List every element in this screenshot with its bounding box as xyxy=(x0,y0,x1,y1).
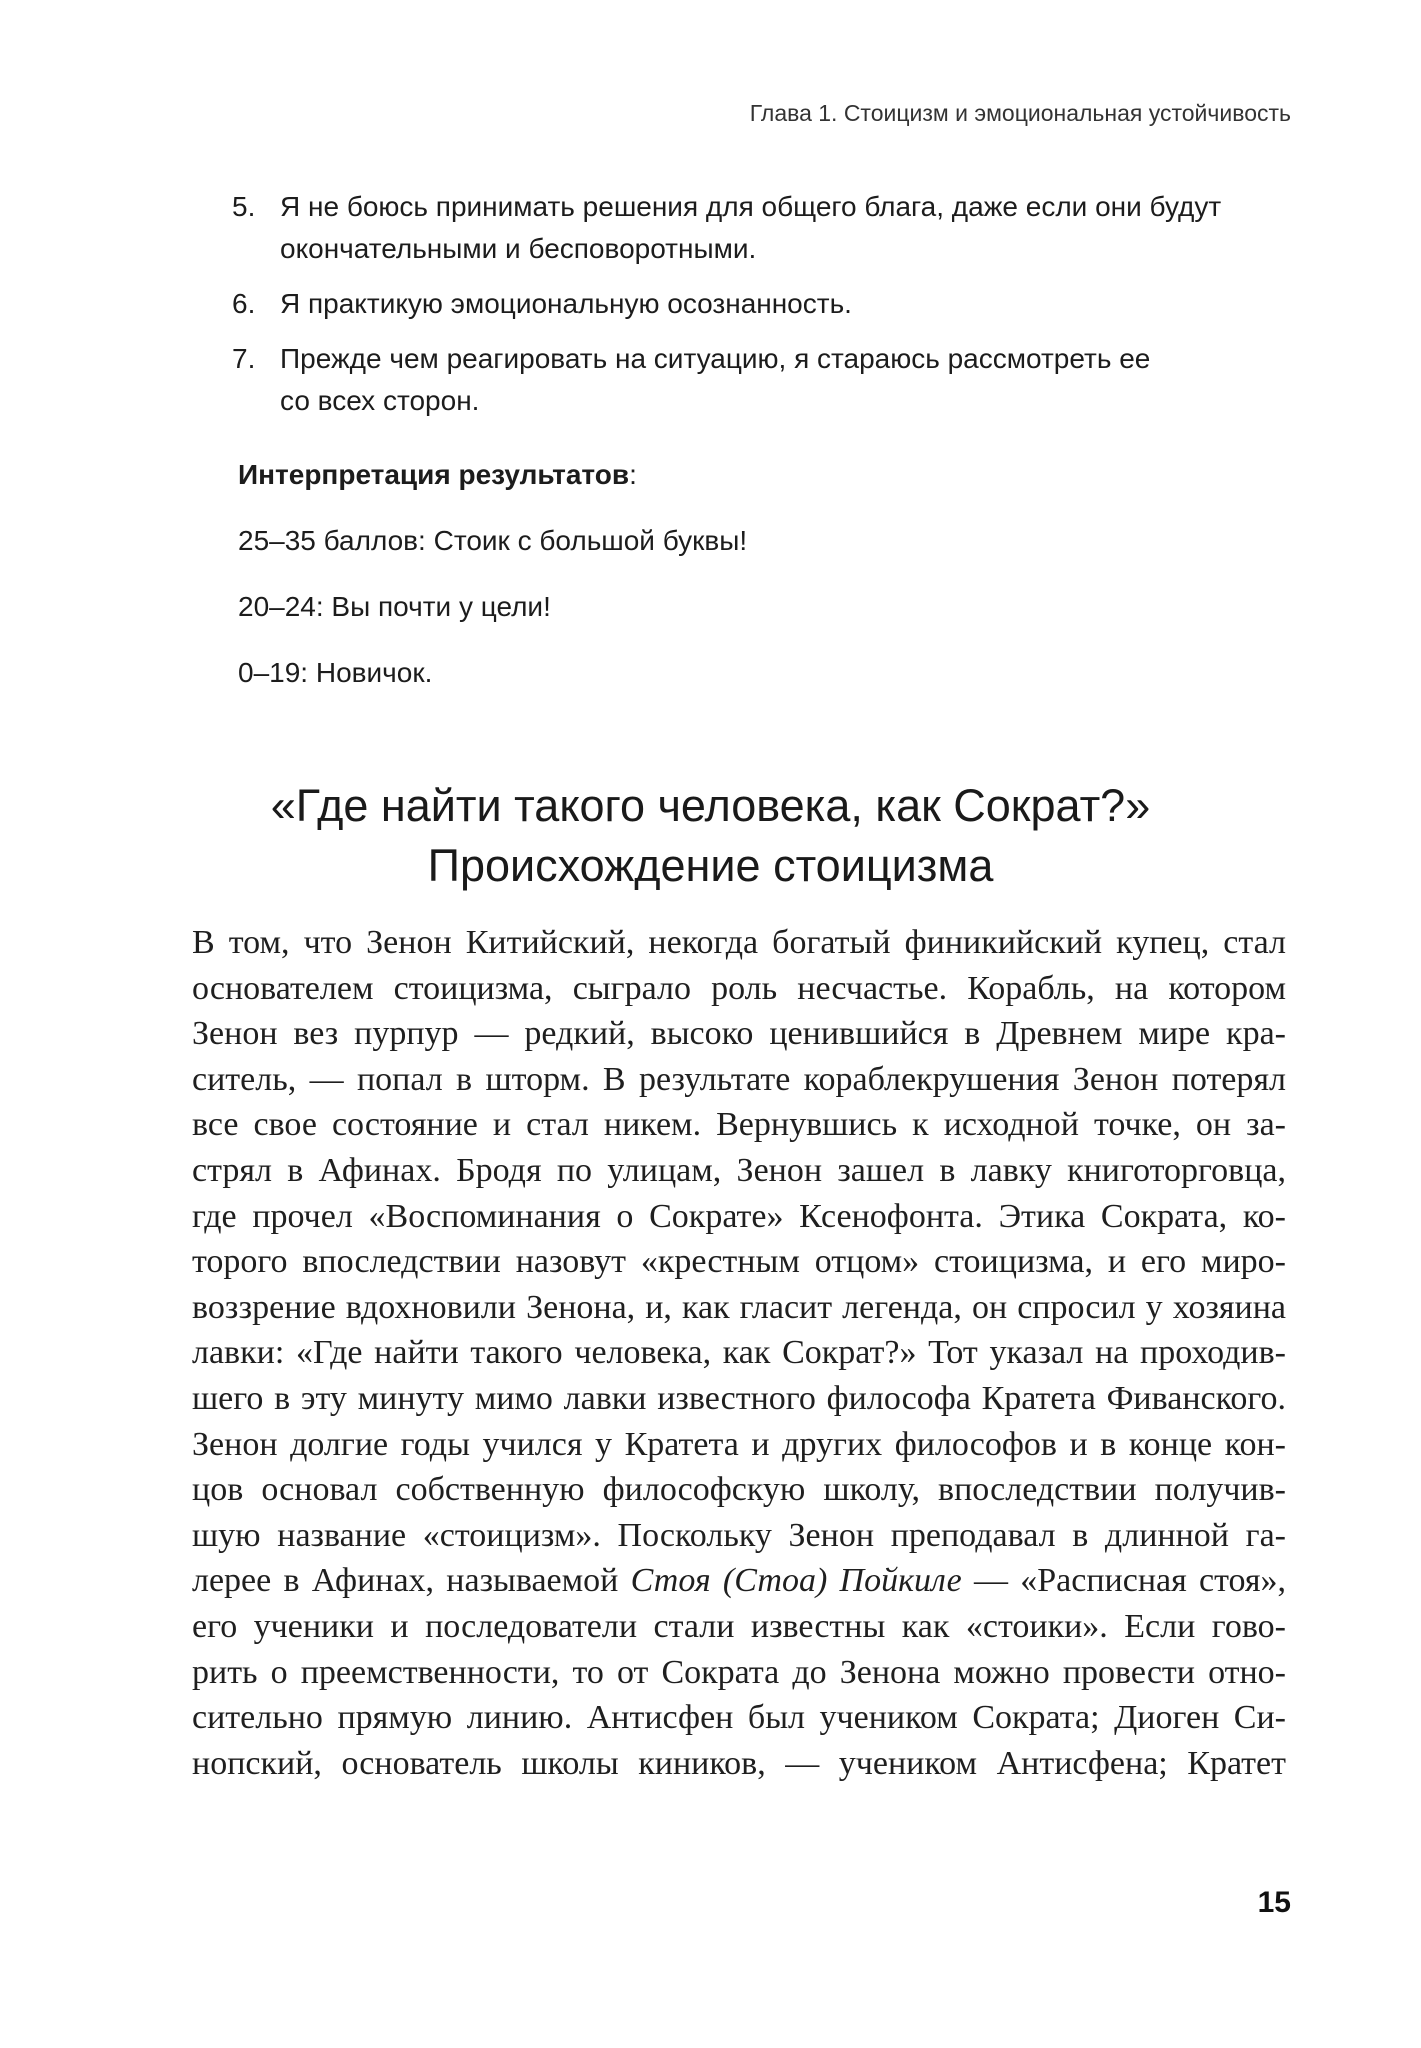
body-line: Зенон вез пурпур — редкий, высоко ценившийся в Древнем мире кра- xyxy=(192,1015,1286,1053)
body-paragraph xyxy=(192,920,1286,1786)
body-line: цов основал собственную философскую школу, впоследствии получив- xyxy=(192,1471,1286,1509)
body-line: нопский, основатель школы киников, — учеником Антисфена; Кратет xyxy=(192,1744,1286,1782)
page-number: 15 xyxy=(1257,1886,1291,1919)
interpretation-block xyxy=(238,454,747,718)
section-heading xyxy=(0,776,1421,896)
result-range: 0–19: Новичок. xyxy=(238,657,433,688)
body-line: рить о преемственности, то от Сократа до Зенона можно провести отно- xyxy=(192,1653,1286,1691)
body-line: сительно прямую линию. Антисфен был учеником Сократа; Диоген Си- xyxy=(192,1699,1286,1737)
body-line-part: лерее в Афинах, называемой xyxy=(192,1562,631,1600)
body-line xyxy=(192,1558,1286,1604)
body-line: ситель, — попал в шторм. В результате кораблекрушения Зенон потерял xyxy=(192,1060,1286,1098)
list-item-text-line: окончательными и бесповоротными. xyxy=(280,233,757,264)
list-item-number: 7. xyxy=(232,343,256,374)
body-line: шего в эту минуту мимо лавки известного философа Кратета Фиванского. xyxy=(192,1379,1286,1417)
body-line: воззрение вдохновили Зенона, и, как гласит легенда, он спросил у хозяина xyxy=(192,1288,1286,1326)
interpretation-heading-colon: : xyxy=(629,459,637,490)
running-header: Глава 1. Стоицизм и эмоциональная устойчивость xyxy=(749,100,1291,126)
result-range: 20–24: Вы почти у цели! xyxy=(238,591,551,622)
list-item xyxy=(232,283,1292,325)
numbered-list xyxy=(232,186,1292,435)
list-item-text-line: со всех сторон. xyxy=(280,385,480,416)
list-item xyxy=(232,338,1292,422)
list-item xyxy=(232,186,1292,270)
body-line: стрял в Афинах. Бродя по улицам, Зенон зашел в лавку книготорговца, xyxy=(192,1151,1286,1189)
body-line: где прочел «Воспоминания о Сократе» Ксенофонта. Этика Сократа, ко- xyxy=(192,1197,1286,1235)
interpretation-heading: Интерпретация результатов xyxy=(238,459,630,490)
list-item-number: 5. xyxy=(232,191,256,222)
body-line: В том, что Зенон Китийский, некогда богатый финикийский купец, стал xyxy=(192,924,1286,961)
body-line: торого впоследствии назовут «крестным отцом» стоицизма, и его миро- xyxy=(192,1243,1286,1281)
list-item-number: 6. xyxy=(232,288,256,319)
body-line-part: — «Расписная стоя», xyxy=(961,1562,1286,1600)
body-line: все свое состояние и стал никем. Вернувшись к исходной точке, он за- xyxy=(192,1106,1286,1144)
body-line: лавки: «Где найти такого человека, как Сократ?» Тот указал на проходив- xyxy=(192,1334,1286,1372)
body-line: основателем стоицизма, сыграло роль несчастье. Корабль, на котором xyxy=(192,969,1286,1007)
section-heading-line: Происхождение стоицизма xyxy=(427,840,994,891)
section-heading-line: «Где найти такого человека, как Сократ?» xyxy=(270,780,1151,831)
result-range: 25–35 баллов: Стоик с большой буквы! xyxy=(238,525,748,556)
italic-term: Стоя (Стоа) Пойкиле xyxy=(630,1562,962,1600)
list-item-text-line: Прежде чем реагировать на ситуацию, я стараюсь рассмотреть ее xyxy=(280,343,1151,374)
body-line: Зенон долгие годы учился у Кратета и других философов и в конце кон- xyxy=(192,1425,1286,1463)
list-item-text-line: Я практикую эмоциональную осознанность. xyxy=(280,288,852,319)
body-line: его ученики и последователи стали известны как «стоики». Если гово- xyxy=(192,1607,1286,1645)
interpretation-heading-line xyxy=(238,454,747,496)
list-item-text-line: Я не боюсь принимать решения для общего блага, даже если они будут xyxy=(280,191,1222,222)
body-line: шую название «стоицизм». Поскольку Зенон преподавал в длинной га- xyxy=(192,1516,1286,1554)
